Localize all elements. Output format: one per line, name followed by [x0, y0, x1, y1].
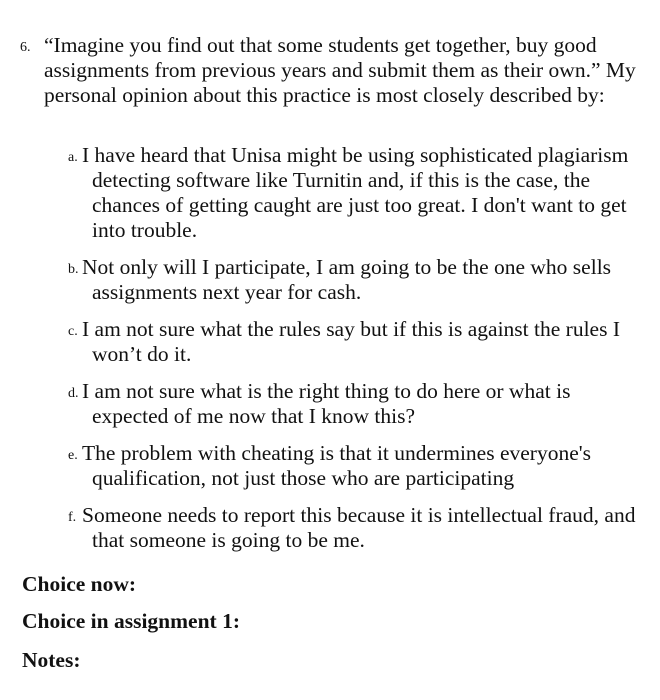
question-text: “Imagine you find out that some students get together, buy good assignments from previous years and submit them as their own.” My personal opinion about this practice is most closely described by:: [44, 33, 636, 107]
option-f: [68, 503, 643, 553]
option-letter: a.: [68, 150, 78, 165]
choice-now-label: Choice now:: [22, 572, 137, 596]
option-text: I am not sure what is the right thing to do here or what is expected of me now that I know this?: [82, 379, 571, 428]
option-letter: c.: [68, 324, 78, 339]
option-text: I am not sure what the rules say but if this is against the rules I won’t do it.: [82, 317, 620, 366]
option-letter: d.: [68, 386, 79, 401]
option-b: [68, 255, 643, 305]
option-letter: e.: [68, 448, 78, 463]
option-letter: f.: [68, 510, 77, 525]
option-letter: b.: [68, 262, 79, 277]
option-text: Not only will I participate, I am going to be the one who sells assignments next year for cash.: [82, 255, 612, 304]
options-list: [68, 143, 643, 565]
question-number: 6.: [20, 40, 31, 55]
option-c: [68, 317, 643, 367]
notes-label: Notes:: [22, 648, 81, 672]
option-text: Someone needs to report this because it is intellectual fraud, and that someone is going to be me.: [82, 503, 636, 552]
option-text: I have heard that Unisa might be using sophisticated plagiarism detecting software like Turnitin and, if this is the case, the chances of getting caught are just too great. I don't want to get into trouble.: [82, 143, 629, 242]
question-6: [20, 33, 640, 108]
option-e: [68, 441, 643, 491]
option-a: [68, 143, 643, 243]
choice-assignment-label: Choice in assignment 1:: [22, 609, 240, 633]
option-text: The problem with cheating is that it undermines everyone's qualification, not just those who are participating: [82, 441, 591, 490]
option-d: [68, 379, 643, 429]
